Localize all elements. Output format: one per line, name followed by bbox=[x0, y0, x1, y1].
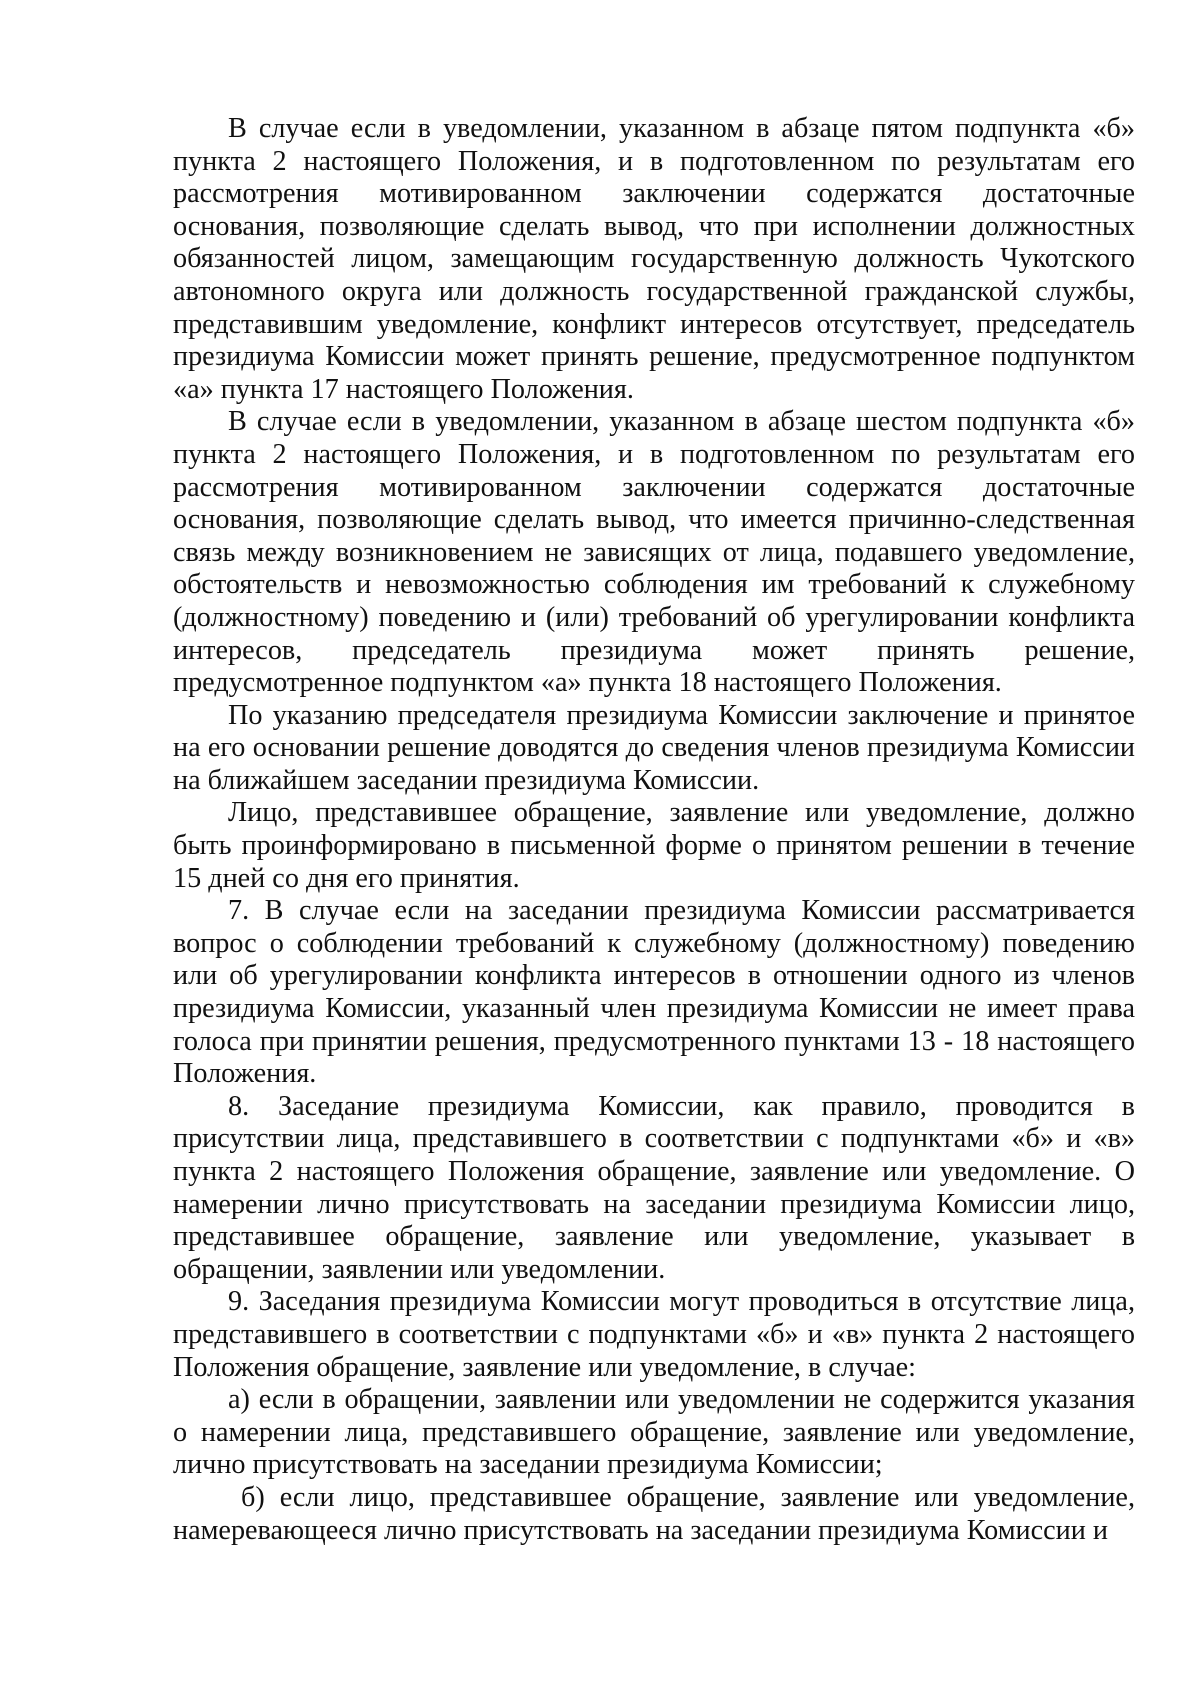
paragraph-chairman-instruction: По указанию председателя президиума Комиссии заключение и принятое на его основании решение доводятся до сведения членов президиума Комиссии на ближайшем заседании президиума Комиссии. bbox=[173, 699, 1135, 796]
paragraph-notice-abzac-5: В случае если в уведомлении, указанном в абзаце пятом подпункта «б» пункта 2 настоящего Положения, и в подготовленном по результатам его рассмотрения мотивированном заключении содержатся достаточные основания, позволяющие сделать вывод, что при исполнении должностных обязанностей лицом, замещающим государственную должность Чукотского автономного округа или должность государственной гражданской службы, представившим уведомление, конфликт интересов отсутствует, председатель президиума Комиссии может принять решение, предусмотренное подпунктом «а» пункта 17 настоящего Положения. bbox=[173, 113, 1135, 405]
paragraph-item-9-b: б) если лицо, представившее обращение, заявление или уведомление, намеревающееся лично присутствовать на заседании президиума Комиссии и bbox=[173, 1481, 1135, 1546]
document-page bbox=[173, 113, 1135, 1547]
paragraph-notice-abzac-6: В случае если в уведомлении, указанном в абзаце шестом подпункта «б» пункта 2 настоящего Положения, и в подготовленном по результатам его рассмотрения мотивированном заключении содержатся достаточные основания, позволяющие сделать вывод, что имеется причинно-следственная связь между возникновением не зависящих от лица, подавшего уведомление, обстоятельств и невозможностью соблюдения им требований к служебному (должностному) поведению и (или) требований об урегулировании конфликта интересов, председатель президиума может принять решение, предусмотренное подпунктом «а» пункта 18 настоящего Положения. bbox=[173, 406, 1135, 699]
paragraph-item-8: 8. Заседание президиума Комиссии, как правило, проводится в присутствии лица, представившего в соответствии с подпунктами «б» и «в» пункта 2 настоящего Положения обращение, заявление или уведомление. О намерении лично присутствовать на заседании президиума Комиссии лицо, представившее обращение, заявление или уведомление, указывает в обращении, заявлении или уведомлении. bbox=[173, 1090, 1135, 1285]
paragraph-inform-person: Лицо, представившее обращение, заявление или уведомление, должно быть проинформировано в письменной форме о принятом решении в течение 15 дней со дня его принятия. bbox=[173, 797, 1135, 894]
paragraph-item-7: 7. В случае если на заседании президиума Комиссии рассматривается вопрос о соблюдении требований к служебному (должностному) поведению или об урегулировании конфликта интересов в отношении одного из членов президиума Комиссии, указанный член президиума Комиссии не имеет права голоса при принятии решения, предусмотренного пунктами 13 - 18 настоящего Положения. bbox=[173, 895, 1135, 1090]
paragraph-item-9-a: а) если в обращении, заявлении или уведомлении не содержится указания о намерении лица, представившего обращение, заявление или уведомление, лично присутствовать на заседании президиума Комиссии; bbox=[173, 1384, 1135, 1481]
paragraph-item-9: 9. Заседания президиума Комиссии могут проводиться в отсутствие лица, представившего в соответствии с подпунктами «б» и «в» пункта 2 настоящего Положения обращение, заявление или уведомление, в случае: bbox=[173, 1286, 1135, 1383]
